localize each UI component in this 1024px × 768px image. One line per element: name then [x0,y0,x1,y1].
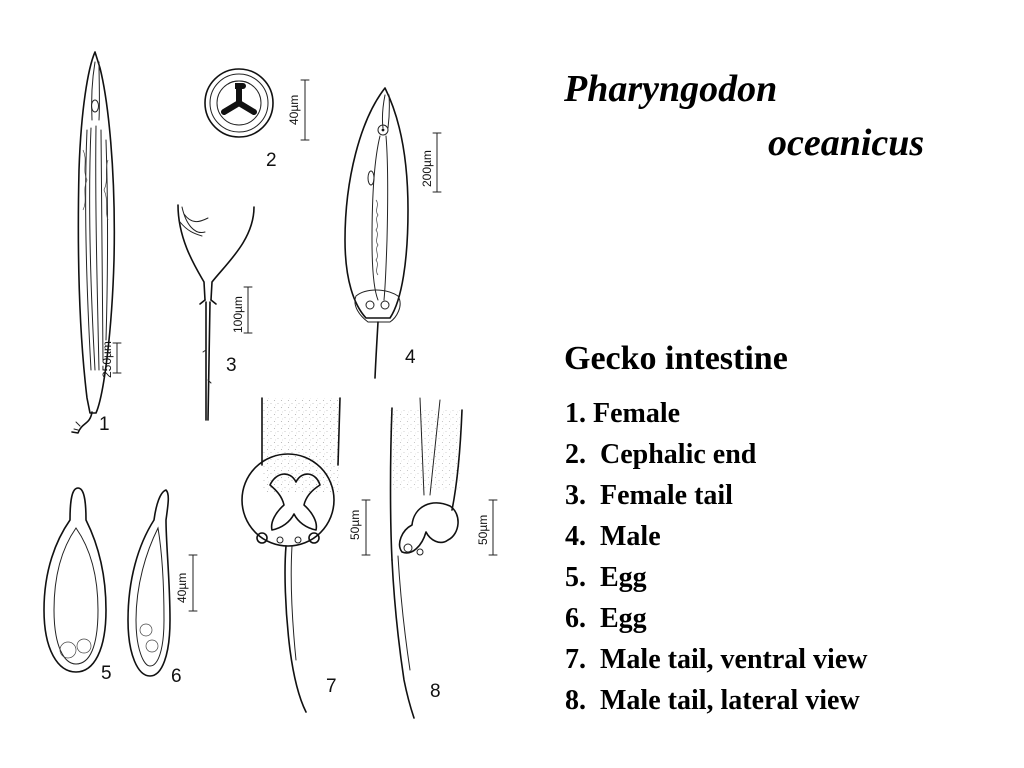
fig-7-male-tail-ventral-drawing [242,398,340,712]
scale-bar-40um-fig-6 [175,555,197,611]
fig-number-3: 3 [226,355,237,376]
scale-label-40um-fig-6: 40µm [175,572,189,603]
scale-bar-50um-fig-8 [476,500,497,555]
scale-bar-250um [100,341,121,378]
fig-number-4: 4 [405,347,416,368]
fig-8-male-tail-lateral-drawing [390,398,462,718]
legend-item: 2. Cephalic end [565,439,757,470]
legend-item: 1. Female [565,398,681,429]
scale-label-50um-fig-7: 50µm [348,509,362,540]
host-heading: Gecko intestine [564,340,788,377]
fig-number-1: 1 [99,414,110,435]
scale-bar-100um [231,287,252,333]
scale-label-200um: 200µm [420,150,434,187]
scale-label-50um-fig-8: 50µm [476,514,490,545]
legend-item: 7. Male tail, ventral view [565,644,868,675]
fig-number-6: 6 [171,666,182,687]
fig-number-2: 2 [266,150,277,171]
legend-item: 8. Male tail, lateral view [565,685,860,716]
legend-item: 3. Female tail [565,480,733,511]
scale-label-100um: 100µm [231,296,245,333]
scale-bar-40um-fig-2 [287,80,309,140]
fig-number-8: 8 [430,681,441,702]
fig-5-egg-drawing [44,488,106,672]
species-title-genus: Pharyngodon [564,68,778,110]
fig-number-7: 7 [326,676,337,697]
fig-number-5: 5 [101,663,112,684]
legend-item: 6. Egg [565,603,647,634]
scale-label-250um: 250µm [100,341,114,378]
species-title-epithet: oceanicus [768,122,925,164]
fig-4-male-drawing [345,88,408,378]
scale-label-40um-fig-2: 40µm [287,94,301,125]
scale-bar-50um-fig-7 [348,500,370,555]
fig-6-egg-drawing [128,490,170,676]
legend-item: 5. Egg [565,562,647,593]
legend-item: 4. Male [565,521,661,552]
scale-bar-200um [420,133,441,192]
fig-2-cephalic-end-drawing [205,69,273,137]
figure-legend [565,393,867,721]
